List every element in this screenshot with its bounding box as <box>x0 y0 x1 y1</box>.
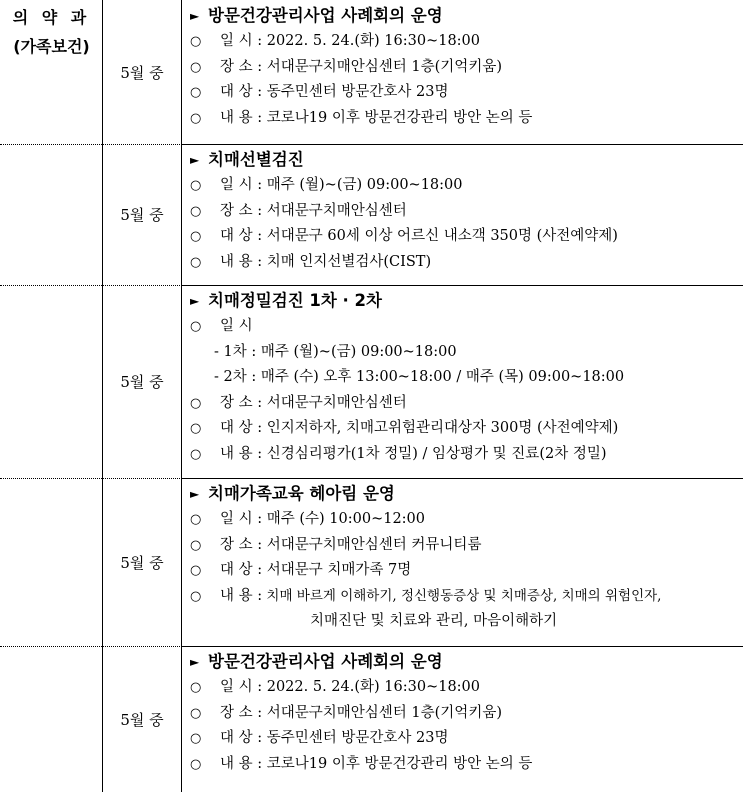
date-line: ○ 일 시 : 매주 (수) 10:00~12:00 <box>190 507 743 533</box>
circle-bullet-icon: ○ <box>190 705 202 721</box>
target-line: ○ 대 상 : 동주민센터 방문간호사 23명 <box>190 726 743 752</box>
place-line: ○ 장 소 : 서대문구치매안심센터 <box>190 199 743 225</box>
arrow-icon: ► <box>190 153 200 167</box>
period-cell: 5월 중 <box>103 478 182 646</box>
schedule-row <box>0 144 743 285</box>
circle-bullet-icon: ○ <box>190 756 202 772</box>
circle-bullet-icon: ○ <box>190 512 202 527</box>
circle-bullet-icon: ○ <box>190 421 202 436</box>
section-title: ► 치매정밀검진 1차 · 2차 <box>190 288 743 314</box>
circle-bullet-icon: ○ <box>190 319 202 334</box>
date-line: ○ 일 시 <box>190 314 743 340</box>
content-line: ○ 내 용 : 코로나19 이후 방문건강관리 방안 논의 등 <box>190 106 743 132</box>
details-cell <box>182 285 743 478</box>
details-cell <box>182 646 743 792</box>
section-title: ► 치매가족교육 헤아림 운영 <box>190 481 743 507</box>
schedule-row <box>0 478 743 646</box>
date-line: ○ 일 시 : 매주 (월)~(금) 09:00~18:00 <box>190 173 743 199</box>
content-line: ○ 내 용 : 치매 인지선별검사(CIST) <box>190 250 743 276</box>
department-cell <box>0 0 103 144</box>
circle-bullet-icon: ○ <box>190 178 202 193</box>
department-cell <box>0 646 103 792</box>
period-cell: 5월 중 <box>103 285 182 478</box>
content-line: ○ 내 용 : 신경심리평가(1차 정밀) / 임상평가 및 진료(2차 정밀) <box>190 442 743 468</box>
circle-bullet-icon: ○ <box>190 110 202 126</box>
place-line: ○ 장 소 : 서대문구치매안심센터 커뮤니티룸 <box>190 533 743 559</box>
circle-bullet-icon: ○ <box>190 254 202 270</box>
date-line: ○ 일 시 : 2022. 5. 24.(화) 16:30~18:00 <box>190 29 743 55</box>
details-cell <box>182 478 743 646</box>
target-line: ○ 대 상 : 동주민센터 방문간호사 23명 <box>190 80 743 106</box>
period-cell: 5월 중 <box>103 144 182 285</box>
content-line: ○ 내 용 : 코로나19 이후 방문건강관리 방안 논의 등 <box>190 752 743 778</box>
circle-bullet-icon: ○ <box>190 563 202 578</box>
circle-bullet-icon: ○ <box>190 85 202 100</box>
date-line: ○ 일 시 : 2022. 5. 24.(화) 16:30~18:00 <box>190 675 743 701</box>
circle-bullet-icon: ○ <box>190 588 202 604</box>
section-title: ► 방문건강관리사업 사례회의 운영 <box>190 3 743 29</box>
target-line: ○ 대 상 : 인지저하자, 치매고위험관리대상자 300명 (사전예약제) <box>190 416 743 442</box>
department-cell <box>0 285 103 478</box>
content-continuation: 치매진단 및 치료와 관리, 마음이해하기 <box>310 613 558 629</box>
department-name: 의 약 과 <box>12 8 91 27</box>
circle-bullet-icon: ○ <box>190 59 202 75</box>
circle-bullet-icon: ○ <box>190 446 202 462</box>
content-line: ○ 내 용 : 치매 바르게 이해하기, 정신행동증상 및 치매증상, 치매의 위험인자, <box>190 584 743 610</box>
arrow-icon: ► <box>190 655 200 669</box>
details-cell <box>182 144 743 285</box>
place-line: ○ 장 소 : 서대문구치매안심센터 1층(기억키움) <box>190 701 743 727</box>
date-subline-2: - 2차 : 매주 (수) 오후 13:00~18:00 / 매주 (목) 09:00~18:00 <box>214 369 625 385</box>
circle-bullet-icon: ○ <box>190 203 202 219</box>
circle-bullet-icon: ○ <box>190 680 202 695</box>
section-title: ► 방문건강관리사업 사례회의 운영 <box>190 649 743 675</box>
circle-bullet-icon: ○ <box>190 34 202 49</box>
circle-bullet-icon: ○ <box>190 537 202 553</box>
place-line: ○ 장 소 : 서대문구치매안심센터 1층(기억키움) <box>190 55 743 81</box>
department-cell <box>0 478 103 646</box>
arrow-icon: ► <box>190 487 200 501</box>
department-cell <box>0 144 103 285</box>
schedule-row <box>0 0 743 144</box>
schedule-row <box>0 285 743 478</box>
circle-bullet-icon: ○ <box>190 395 202 411</box>
circle-bullet-icon: ○ <box>190 229 202 244</box>
target-line: ○ 대 상 : 서대문구 치매가족 7명 <box>190 558 743 584</box>
period-cell: 5월 중 <box>103 0 182 144</box>
department-subname: (가족보건) <box>13 37 90 56</box>
details-cell <box>182 0 743 144</box>
place-line: ○ 장 소 : 서대문구치매안심센터 <box>190 391 743 417</box>
date-subline-1: - 1차 : 매주 (월)~(금) 09:00~18:00 <box>214 343 457 360</box>
period-cell: 5월 중 <box>103 646 182 792</box>
target-line: ○ 대 상 : 서대문구 60세 이상 어르신 내소객 350명 (사전예약제) <box>190 224 743 250</box>
arrow-icon: ► <box>190 9 200 23</box>
schedule-row <box>0 646 743 792</box>
arrow-icon: ► <box>190 294 200 308</box>
circle-bullet-icon: ○ <box>190 731 202 746</box>
section-title: ► 치매선별검진 <box>190 147 743 173</box>
